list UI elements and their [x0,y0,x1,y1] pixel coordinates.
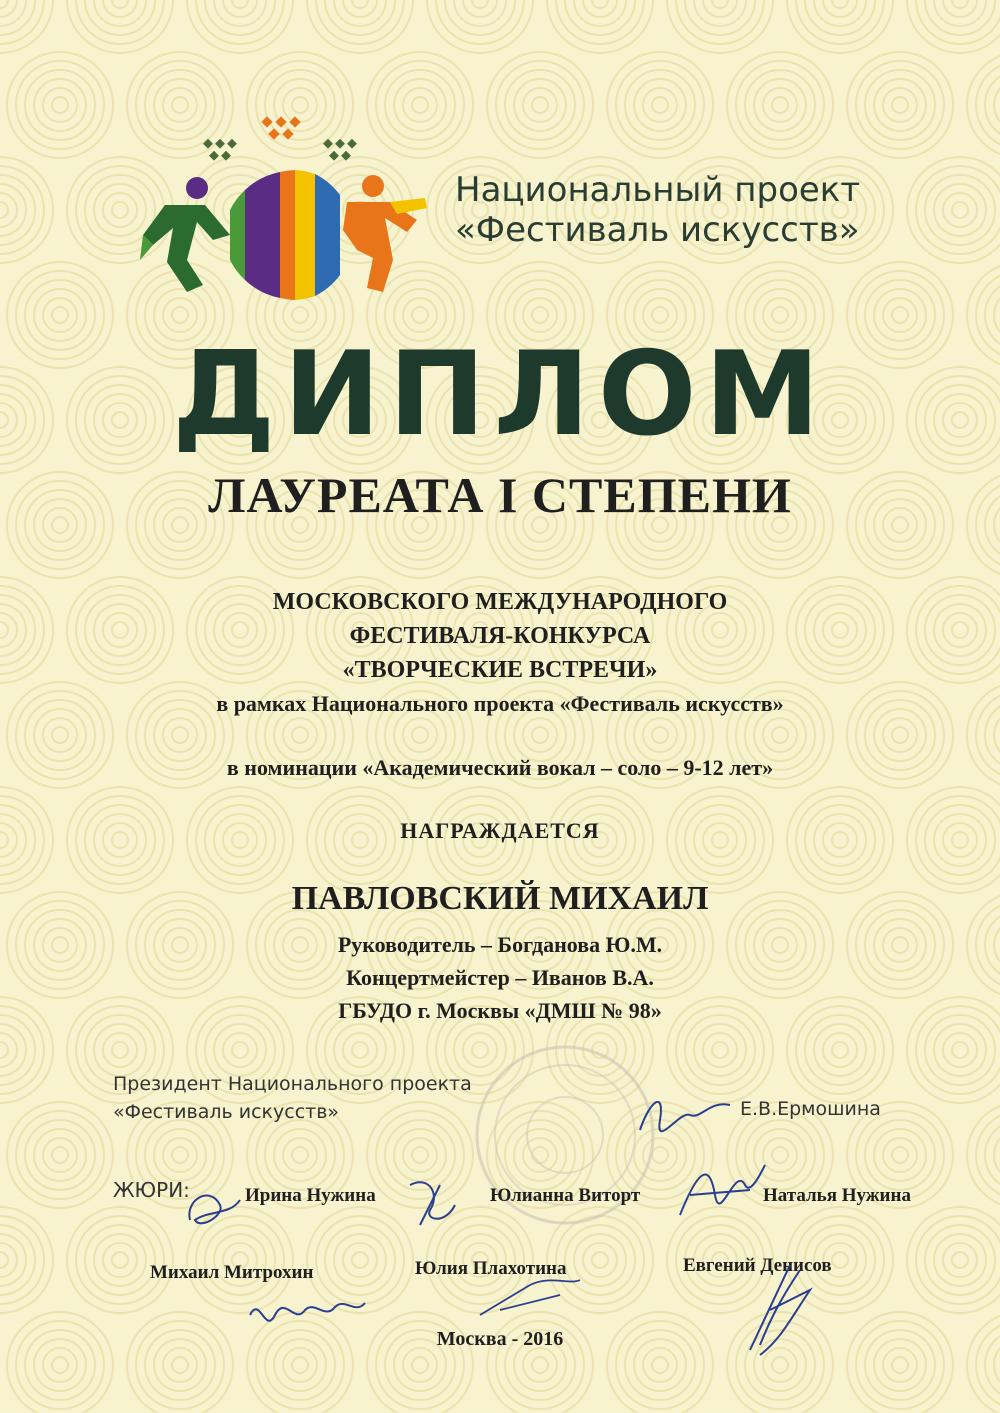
signature-2 [400,1165,470,1235]
pattern-circle-group [7,52,113,158]
pattern-circle-group [67,0,173,53]
accompanist: Концертмейстер – Иванов В.А. [346,965,654,990]
signature-5 [470,1265,590,1325]
festival-line4: в рамках Национального проекта «Фестиваль искусств» [216,691,784,716]
jury-member-6: Евгений Денисов [683,1255,832,1276]
pattern-circle-group [487,52,593,158]
pattern-circle-group [67,1207,173,1313]
jury-label: ЖЮРИ: [113,1178,190,1202]
signature-3 [670,1155,770,1235]
nomination: в номинации «Академический вокал – соло – 9-12 лет» [226,755,774,780]
project-name-line1: Национальный проект [455,170,861,210]
pattern-circle-group [0,1207,53,1313]
pattern-circle-group [7,1102,113,1208]
awarded-label: НАГРАЖДАЕТСЯ [400,818,600,843]
pattern-circle-group [907,0,1000,53]
winner-name: ПАВЛОВСКИЙ МИХАИЛ [291,880,709,917]
pattern-circle-group [0,0,53,53]
winner-details [0,928,1000,1027]
logo-stars [261,116,300,139]
president-label [113,1070,472,1126]
pattern-circle-group [907,157,1000,263]
president-signature [630,1080,740,1160]
pattern-circle-group [967,52,1000,158]
school: ГБУДО г. Москвы «ДМШ № 98» [338,998,662,1023]
logo-left-figure [140,177,230,292]
festival-block [0,585,1000,721]
signature-1 [180,1180,250,1240]
pattern-circle-group [547,0,653,53]
pattern-circle-group [967,1102,1000,1208]
festival-line2: ФЕСТИВАЛЯ-КОНКУРСА [349,623,651,649]
pattern-circle-group [607,52,713,158]
project-name-line2: «Фестиваль искусств» [455,210,860,250]
diploma-title: ДИПЛОМ [172,327,828,462]
logo-globe [230,170,340,300]
pattern-circle-group [427,0,533,53]
pattern-circle-group [0,157,53,263]
festival-logo [135,110,435,310]
pattern-circle-group [187,0,293,53]
festival-line1: МОСКОВСКОГО МЕЖДУНАРОДНОГО [272,589,728,615]
pattern-circle-group [727,52,833,158]
logo-right-figure [343,175,427,292]
teacher: Руководитель – Богданова Ю.М. [337,932,663,957]
president-label-line1: Президент Национального проекта [113,1073,472,1095]
pattern-circle-group [787,0,893,53]
project-name [455,170,860,250]
jury-member-2: Юлианна Виторт [490,1185,641,1206]
festival-line3: «ТВОРЧЕСКИЕ ВСТРЕЧИ» [342,657,658,683]
pattern-circle-group [307,0,413,53]
jury-member-3: Наталья Нужина [763,1185,911,1206]
footer-city-year: Москва - 2016 [436,1328,564,1350]
jury-member-1: Ирина Нужина [245,1185,376,1206]
pattern-circle-group [667,0,773,53]
diploma-subtitle: ЛАУРЕАТА I СТЕПЕНИ [208,467,792,523]
jury-member-4: Михаил Митрохин [150,1262,314,1283]
jury-member-5: Юлия Плахотина [415,1258,567,1279]
pattern-circle-group [907,1207,1000,1313]
president-name: Е.В.Ермошина [740,1098,881,1120]
president-label-line2: «Фестиваль искусств» [113,1101,340,1123]
pattern-circle-group [847,52,953,158]
